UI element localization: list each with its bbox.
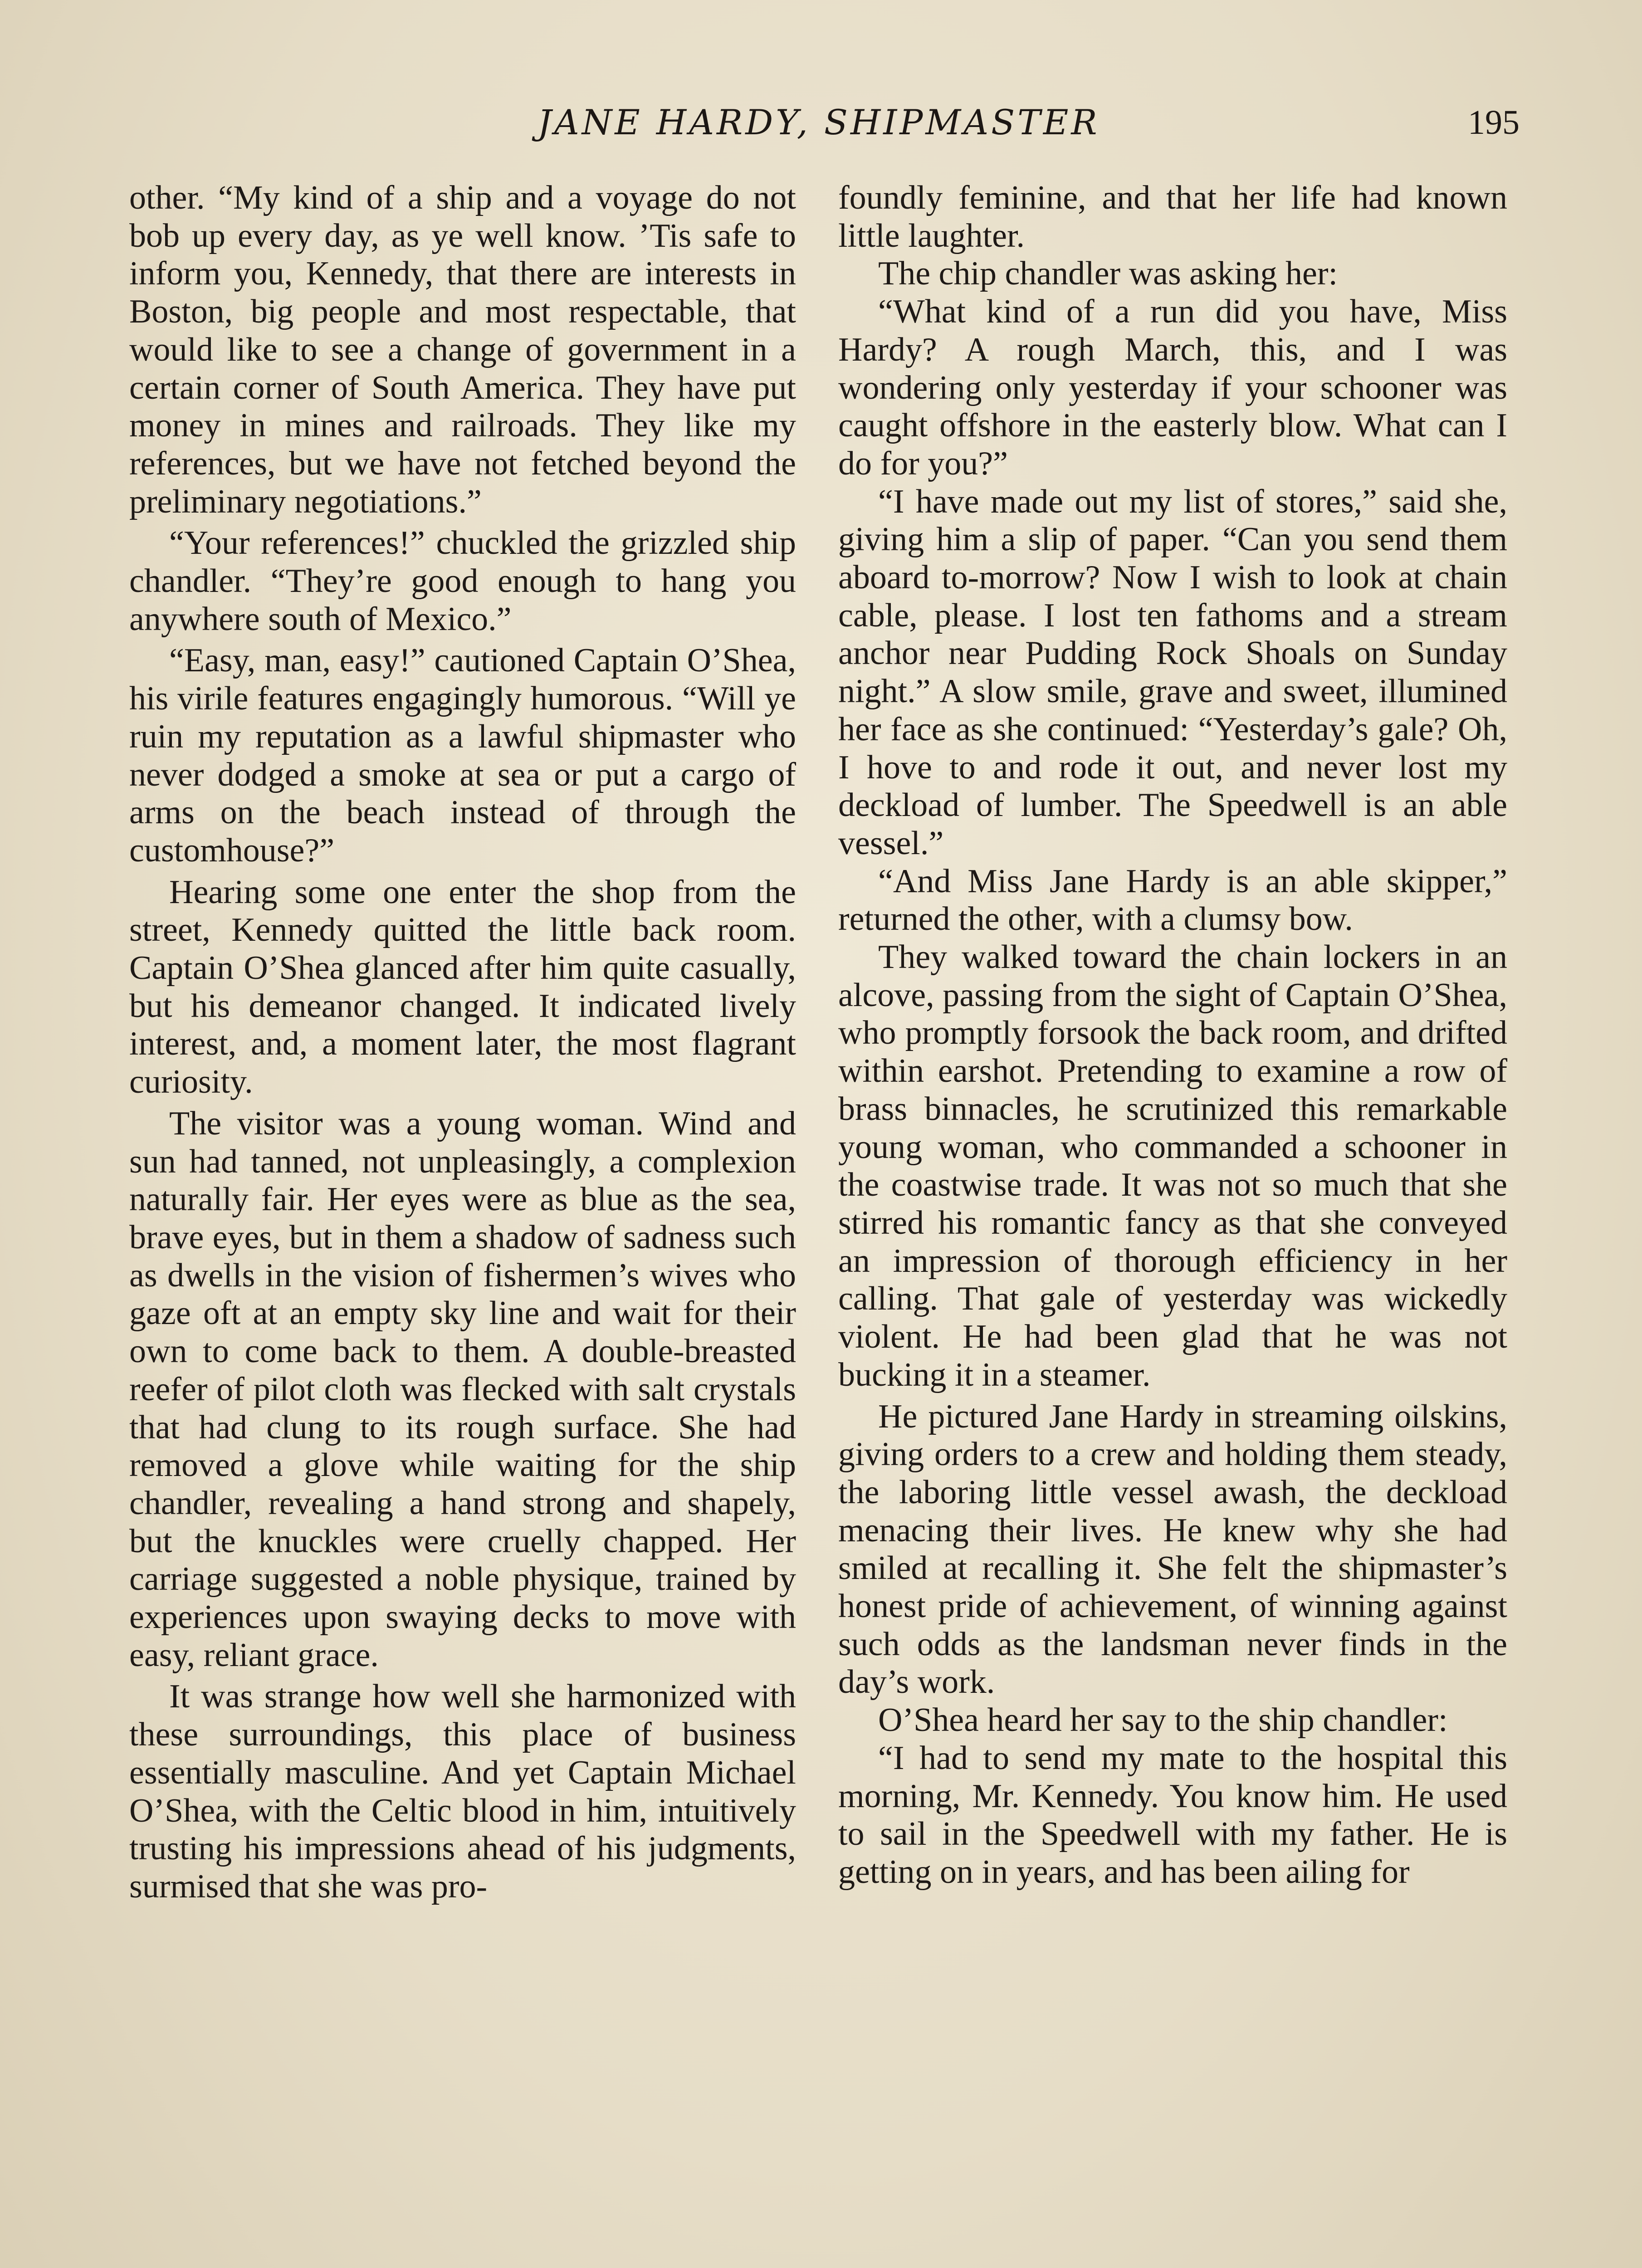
paragraph: other. “My kind of a ship and a voyage do not bob up every day, as ye well know. ’Tis safe to inform you, Kennedy, that there are interests in Boston, big people and most respectable, that would like to see a change of government in a certain corner of South America. They have put money in mines and railroads. They like my references, but we have not fetched beyond the preliminary negotiations.” [129,179,796,520]
paragraph: He pictured Jane Hardy in streaming oilskins, giving orders to a crew and holding them steady, the laboring little vessel awash, the deckload menacing their lives. He knew why she had smiled at recalling it. She felt the shipmaster’s honest pride of achievement, of winning against such odds as the landsman never finds in the day’s work. [838,1398,1507,1701]
paragraph: The chip chandler was asking her: [878,255,1338,293]
page-header [118,98,1520,147]
paragraph: It was strange how well she harmonized with these surroundings, this place of business essentially masculine. And yet Captain Michael O’Shea, with the Celtic blood in him, intuitively trusting his impressions ahead of his judgments, surmised that she was pro- [129,1678,796,1905]
paragraph: “And Miss Jane Hardy is an able skipper,” returned the other, with a clumsy bow. [838,862,1507,938]
paragraph: O’Shea heard her say to the ship chandler: [878,1701,1448,1739]
paragraph: The visitor was a young woman. Wind and sun had tanned, not unpleasingly, a complexion naturally fair. Her eyes were as blue as the sea, brave eyes, but in them a shadow of sadness such as dwells in the vision of fishermen’s wives who gaze oft at an empty sky line and wait for their own to come back to them. A double-breasted reefer of pilot cloth was flecked with salt crystals that had clung to its rough surface. She had removed a glove while waiting for the ship chandler, revealing a hand strong and shapely, but the knuckles were cruelly chapped. Her carriage suggested a noble physique, trained by experiences upon swaying decks to move with easy, reliant grace. [129,1105,796,1674]
paragraph: foundly feminine, and that her life had known little laughter. [838,179,1507,254]
paragraph: “I have made out my list of stores,” said she, giving him a slip of paper. “Can you send them aboard to-morrow? Now I wish to look at chain cable, please. I lost ten fathoms and a stream anchor near Pudding Rock Shoals on Sunday night.” A slow smile, grave and sweet, illumined her face as she continued: “Yesterday’s gale? Oh, I hove to and rode it out, and never lost my deckload of lumber. The Speedwell is an able vessel.” [838,483,1507,862]
paragraph: “Easy, man, easy!” cautioned Captain O’Shea, his virile features engagingly humorous. “Will ye ruin my reputation as a lawful shipmaster who never dodged a smoke at sea or put a cargo of arms on the beach instead of through the customhouse?” [129,642,796,869]
page-number: 195 [1468,103,1520,142]
paragraph: “What kind of a run did you have, Miss Hardy? A rough March, this, and I was wondering only yesterday if your schooner was caught offshore in the easterly blow. What can I do for you?” [838,293,1507,482]
paragraph: “Your references!” chuckled the grizzled ship chandler. “They’re good enough to hang you anywhere south of Mexico.” [129,524,796,638]
paragraph: “I had to send my mate to the hospital this morning, Mr. Kennedy. You know him. He used to sail in the Speedwell with my father. He is getting on in years, and has been ailing for [838,1739,1507,1891]
right-text-column [838,179,1507,2268]
paragraph: They walked toward the chain lockers in an alcove, passing from the sight of Captain O’Shea, who promptly forsook the back room, and drifted within earshot. Pretending to examine a row of brass binnacles, he scrutinized this remarkable young woman, who commanded a schooner in the coastwise trade. It was not so much that she stirred his romantic fancy as that she conveyed an impression of thorough efficiency in her calling. That gale of yesterday was wickedly violent. He had been glad that he was not bucking it in a steamer. [838,938,1507,1393]
running-title: JANE HARDY, SHIPMASTER [538,102,1100,142]
paragraph: Hearing some one enter the shop from the street, Kennedy quitted the little back room. Captain O’Shea glanced after him quite casually, but his demeanor changed. It indicated lively interest, and, a moment later, the most flagrant curiosity. [129,873,796,1101]
left-text-column [129,179,796,2268]
